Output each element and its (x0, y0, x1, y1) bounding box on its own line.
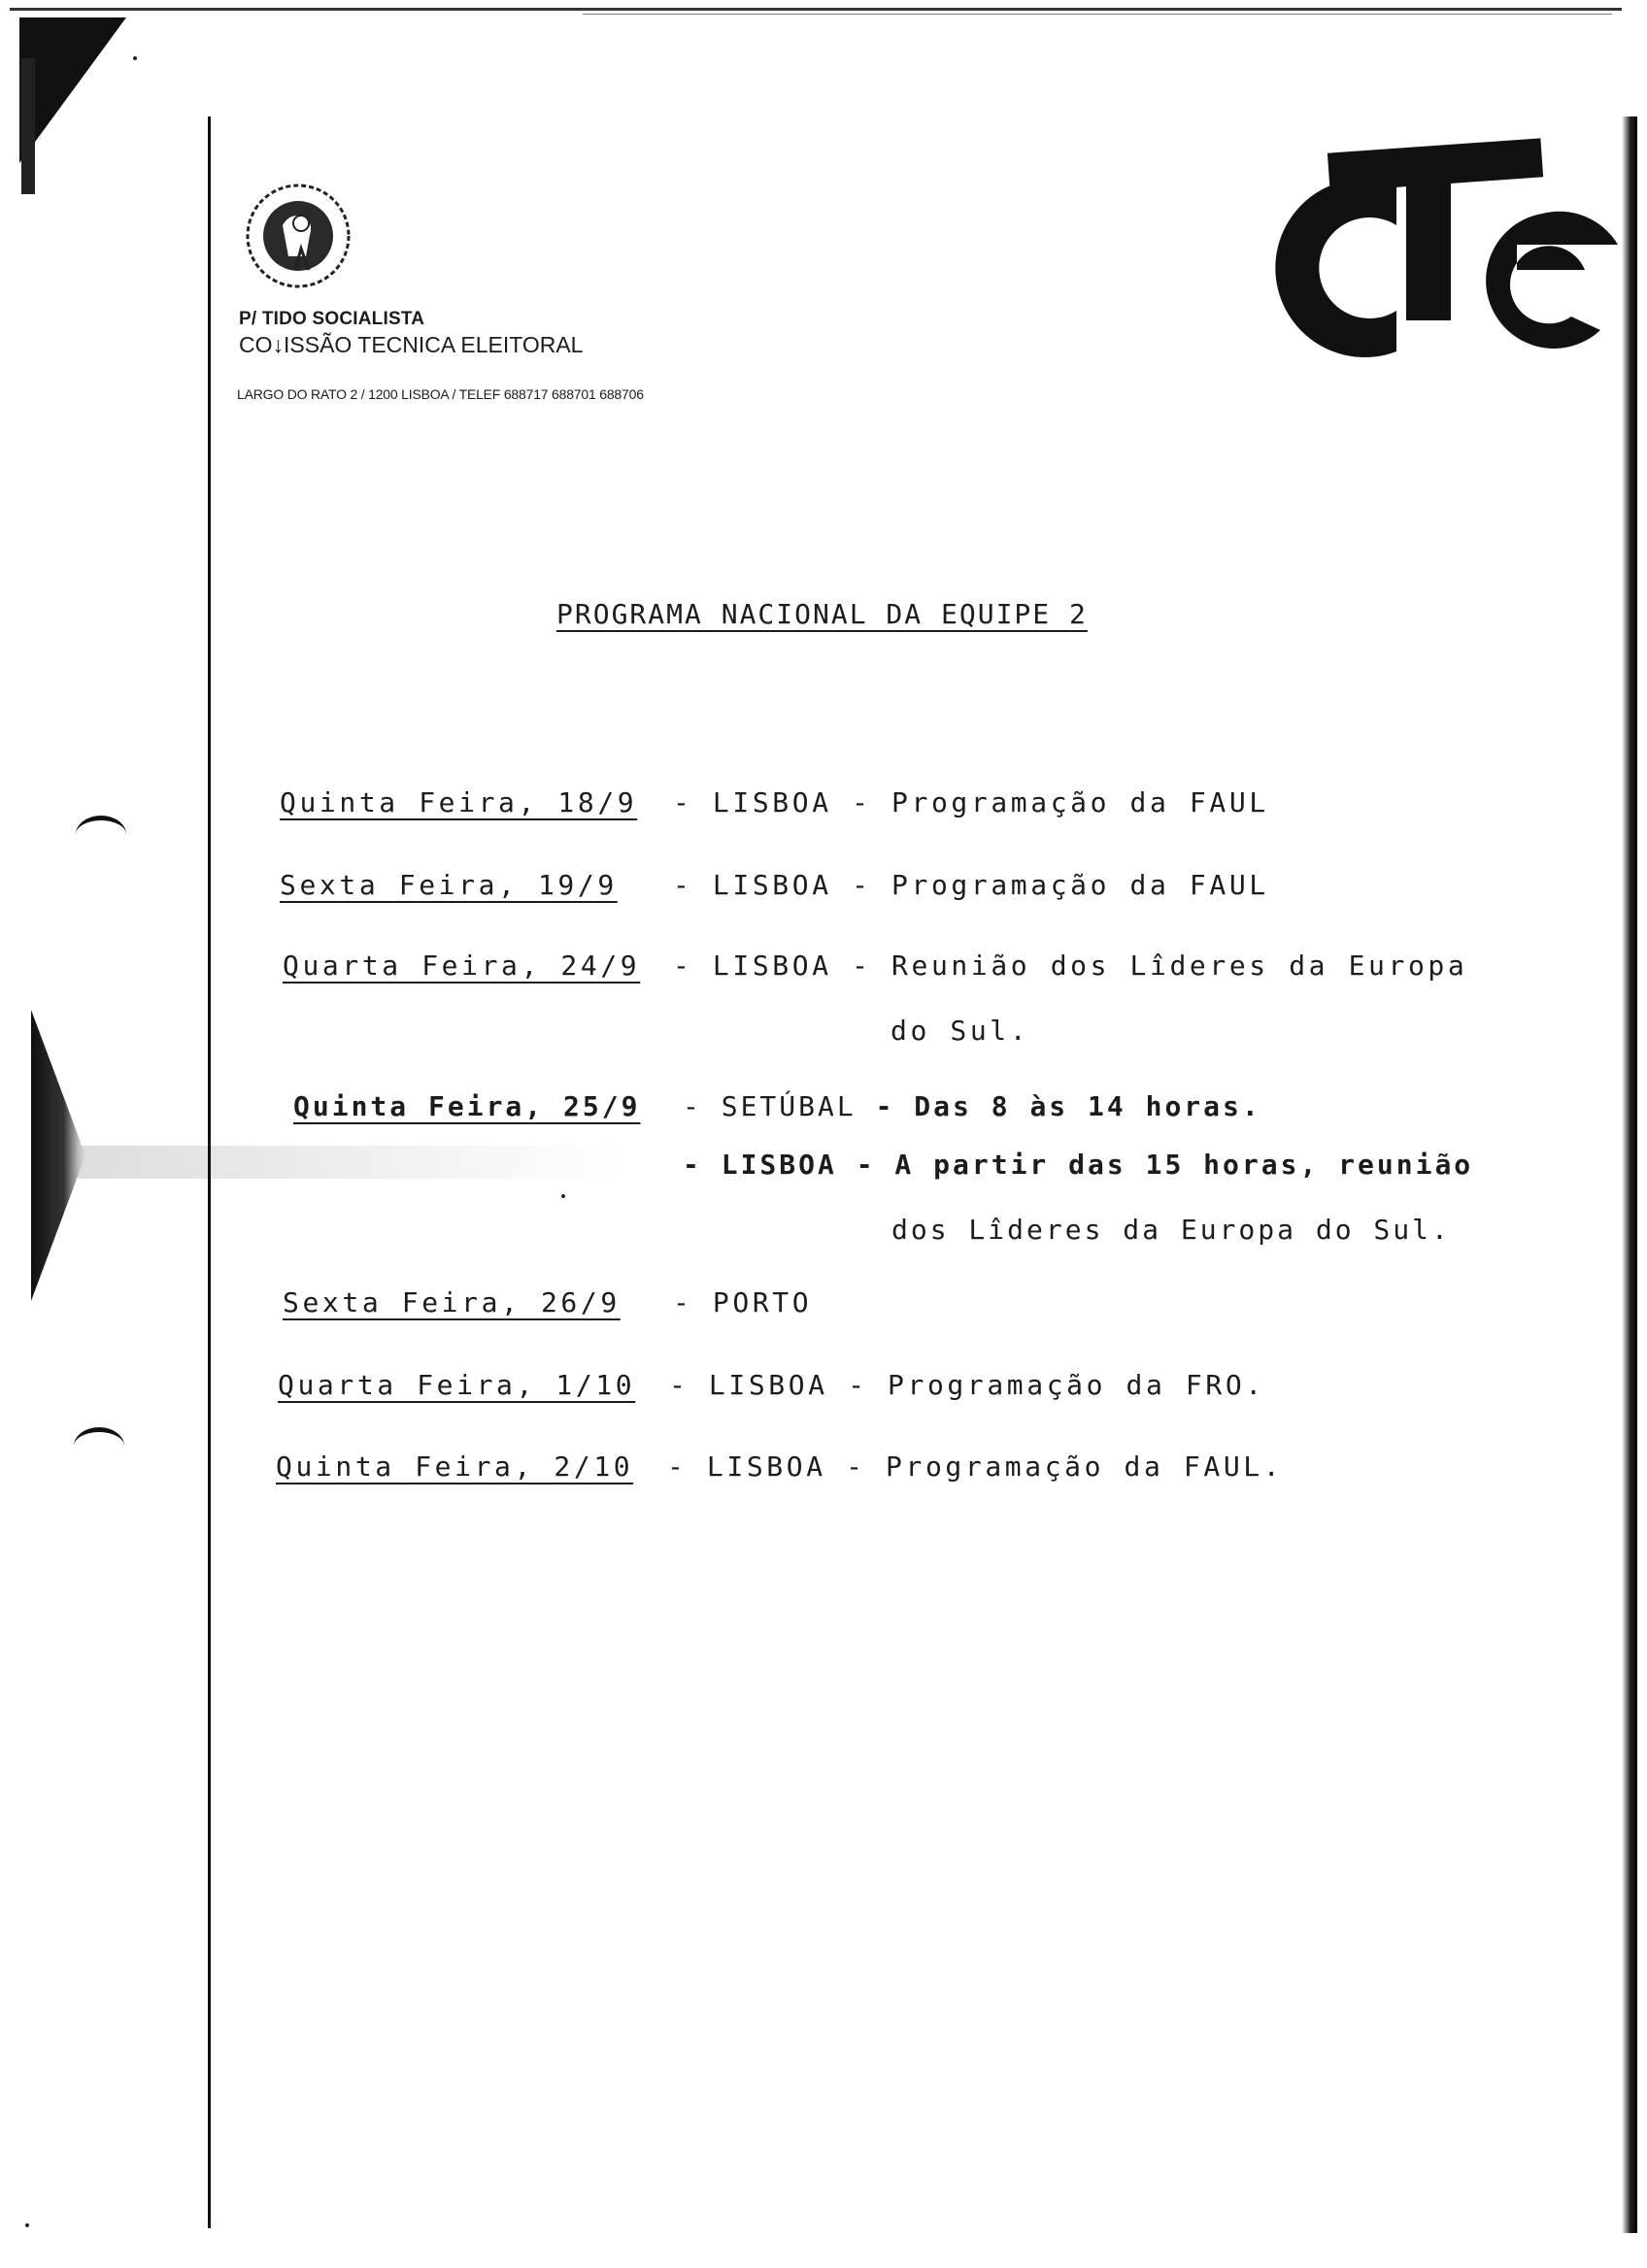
schedule-row-detail (669, 1369, 1265, 1401)
schedule-day: Sexta Feira, 19/9 (280, 869, 618, 901)
schedule-description-continued: dos Lîderes da Europa do Sul. (891, 1214, 1451, 1246)
schedule-row-detail (673, 869, 1269, 901)
schedule-city: - LISBOA (673, 950, 832, 982)
schedule-description: - Programação da FAUL. (846, 1451, 1284, 1483)
department-name: CO↓ISSÃO TECNICA ELEITORAL (239, 332, 584, 357)
scan-corner-shadow (19, 17, 126, 163)
schedule-day: Quinta Feira, 25/9 (293, 1090, 641, 1122)
schedule-description-continued: do Sul. (891, 1015, 1030, 1047)
page-fold-line (208, 117, 211, 2228)
scan-top-edge-thin (583, 14, 1612, 15)
organization-name: P/ TIDO SOCIALISTA (239, 309, 425, 329)
scan-top-edge (10, 8, 1622, 11)
schedule-row (283, 1286, 621, 1318)
schedule-city: - LISBOA (673, 869, 832, 901)
scan-left-shadow (21, 58, 35, 194)
schedule-day: Sexta Feira, 26/9 (283, 1286, 621, 1318)
schedule-city: - SETÚBAL (683, 1090, 857, 1122)
scan-right-edge (1622, 117, 1637, 2233)
schedule-row (280, 869, 618, 901)
schedule-description: - Programação da FAUL (852, 869, 1269, 901)
schedule-row (280, 786, 637, 818)
schedule-city: - LISBOA (683, 1149, 837, 1181)
schedule-row (283, 950, 640, 982)
schedule-row-detail (673, 950, 1467, 982)
schedule-row (278, 1369, 635, 1401)
schedule-row-detail (683, 1149, 1473, 1181)
schedule-row-detail (667, 1451, 1283, 1483)
schedule-row (276, 1451, 633, 1483)
cte-logo-icon (1251, 107, 1631, 371)
schedule-description: - Das 8 às 14 horas. (875, 1090, 1261, 1122)
punch-hole-bottom (74, 1427, 124, 1465)
schedule-city: - LISBOA (673, 786, 832, 818)
party-emblem-icon (239, 177, 357, 295)
schedule-city: - PORTO (673, 1286, 813, 1318)
schedule-city: - LISBOA (669, 1369, 828, 1401)
scan-speck (25, 2223, 29, 2227)
scan-speck (561, 1194, 565, 1198)
schedule-description: - Programação da FRO. (848, 1369, 1265, 1401)
schedule-row-detail (673, 1286, 812, 1318)
document-title: PROGRAMA NACIONAL DA EQUIPE 2 (556, 598, 1088, 630)
schedule-city: - LISBOA (667, 1451, 826, 1483)
schedule-description: - A partir das 15 horas, reunião (856, 1149, 1474, 1181)
address-line: LARGO DO RATO 2 / 1200 LISBOA / TELEF 688717 688701 688706 (237, 386, 644, 402)
punch-hole-top (76, 816, 126, 853)
scan-speck (133, 56, 137, 60)
scan-smudge (78, 1146, 622, 1179)
schedule-row-detail (673, 786, 1269, 818)
schedule-day: Quarta Feira, 1/10 (278, 1369, 636, 1401)
schedule-row-detail (683, 1090, 1261, 1122)
schedule-day: Quinta Feira, 18/9 (280, 786, 638, 818)
schedule-row (293, 1090, 640, 1122)
schedule-description: - Reunião dos Lîderes da Europa (852, 950, 1468, 982)
schedule-description: - Programação da FAUL (852, 786, 1269, 818)
schedule-day: Quinta Feira, 2/10 (276, 1451, 634, 1483)
schedule-day: Quarta Feira, 24/9 (283, 950, 641, 982)
